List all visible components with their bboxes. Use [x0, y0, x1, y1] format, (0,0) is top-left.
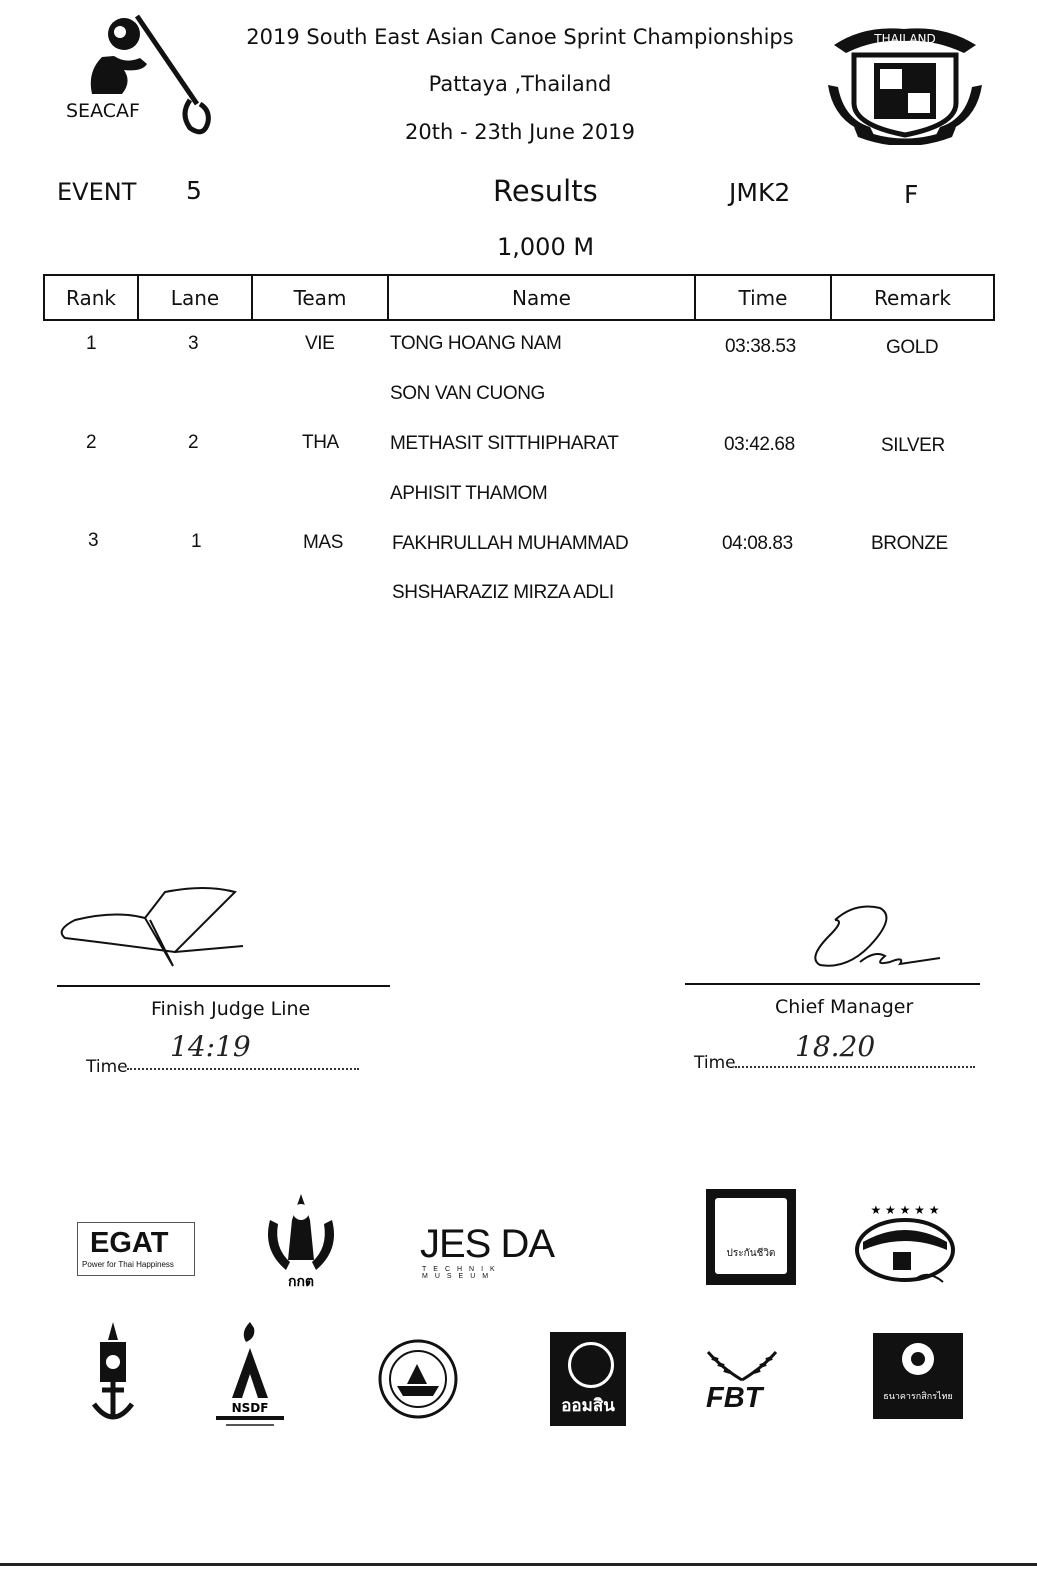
remark-cell: SILVER — [881, 435, 945, 456]
remark-cell: GOLD — [886, 337, 939, 358]
farm-logo — [853, 1200, 957, 1290]
lane-cell: 2 — [188, 432, 199, 453]
nsdf-logo — [212, 1318, 288, 1433]
time-cell: 03:42.68 — [724, 434, 795, 455]
col-remark: Remark — [874, 285, 951, 310]
svg-text:กกต: กกต — [287, 1274, 315, 1290]
team-cell: VIE — [305, 333, 335, 354]
location: Pattaya ,Thailand — [428, 72, 612, 96]
finish-judge-label: Finish Judge Line — [151, 998, 311, 1020]
kasikorn-logo: ธนาคารกสิกรไทย — [873, 1333, 963, 1419]
insurance-logo: ประกันชีวิต — [706, 1189, 796, 1285]
lane-cell: 1 — [191, 531, 202, 552]
results-table-header — [43, 274, 995, 321]
finish-judge-signature — [55, 880, 255, 975]
right-time-dots — [735, 1066, 975, 1068]
col-name: Name — [511, 285, 571, 310]
time-cell: 04:08.83 — [722, 533, 793, 554]
chief-manager-line — [685, 983, 980, 985]
time-cell: 03:38.53 — [725, 336, 796, 357]
svg-text:THAILAND: THAILAND — [874, 32, 936, 46]
name-cell: SHSHARAZIZ MIRZA ADLI — [392, 582, 614, 603]
team-cell: MAS — [303, 532, 343, 553]
egat-logo: EGAT Power for Thai Happiness — [77, 1222, 195, 1276]
col-lane: Lane — [170, 285, 220, 310]
left-time-value: 14:19 — [170, 1030, 251, 1063]
thai-emblem-logo — [262, 1190, 340, 1290]
gsb-logo: ออมสิน — [550, 1332, 626, 1426]
rank-cell: 2 — [86, 432, 97, 453]
col-team: Team — [293, 285, 347, 310]
navy-emblem-logo — [86, 1320, 140, 1430]
name-cell: APHISIT THAMOM — [390, 483, 548, 504]
event-number: 5 — [186, 176, 202, 205]
event-label: EVENT — [57, 178, 137, 206]
svg-text:NSDF: NSDF — [231, 1401, 269, 1415]
fbt-logo: FBT — [702, 1348, 782, 1418]
col-rank: Rank — [66, 285, 116, 310]
col-time: Time — [738, 285, 788, 310]
name-cell: SON VAN CUONG — [390, 383, 545, 404]
left-time-dots — [127, 1068, 359, 1070]
results-heading: Results — [493, 174, 598, 208]
event-category: JMK2 — [729, 178, 791, 207]
chief-manager-label: Chief Manager — [775, 996, 914, 1018]
org-abbr: SEACAF — [66, 100, 140, 122]
right-time-label: Time — [694, 1053, 736, 1073]
name-cell: FAKHRULLAH MUHAMMAD — [392, 533, 629, 554]
event-stage: F — [904, 180, 919, 209]
svg-text:★ ★ ★ ★ ★: ★ ★ ★ ★ ★ — [870, 1203, 940, 1217]
name-cell: METHASIT SITTHIPHARAT — [390, 433, 619, 454]
right-time-value: 18.20 — [795, 1030, 876, 1063]
maritime-seal-logo — [377, 1338, 459, 1420]
event-distance: 1,000 M — [497, 233, 595, 261]
team-cell: THA — [302, 432, 339, 453]
name-cell: TONG HOANG NAM — [390, 333, 562, 354]
jesada-logo: JES DA TECHNIK MUSEUM — [420, 1222, 555, 1280]
event-dates: 20th - 23th June 2019 — [405, 120, 635, 144]
thailand-crest — [824, 15, 986, 145]
championship-title: 2019 South East Asian Canoe Sprint Championships — [246, 25, 794, 49]
rank-cell: 3 — [88, 530, 99, 551]
lane-cell: 3 — [188, 333, 199, 354]
left-time-label: Time — [86, 1057, 128, 1077]
remark-cell: BRONZE — [871, 533, 948, 554]
bottom-rule — [0, 1563, 1037, 1566]
chief-manager-signature — [805, 900, 945, 975]
finish-judge-line — [57, 985, 390, 987]
rank-cell: 1 — [86, 333, 97, 354]
